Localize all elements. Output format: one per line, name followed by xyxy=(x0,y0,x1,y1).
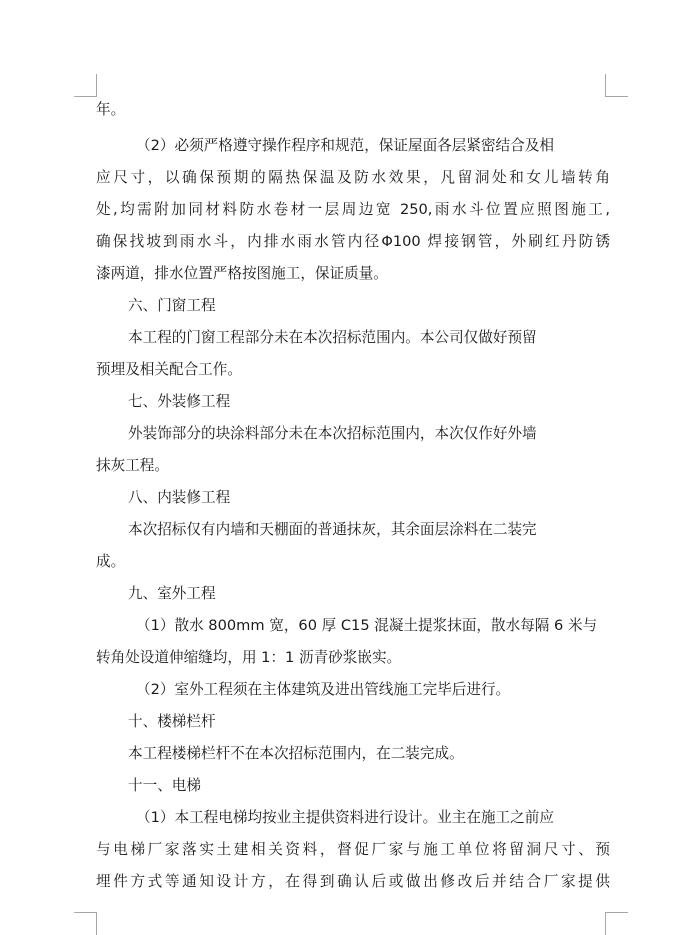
section-heading: 七、外装修工程 xyxy=(128,393,231,410)
page-corner-mark-top-right xyxy=(605,74,628,97)
page-corner-mark-bottom-right xyxy=(605,912,628,935)
section-heading: 六、门窗工程 xyxy=(128,297,216,314)
paragraph-line: （2）必须严格遵守操作程序和规范，保证屋面各层紧密结合及相 xyxy=(136,137,554,154)
paragraph-line: 预埋及相关配合工作。 xyxy=(96,361,242,378)
page-corner-mark-top-left xyxy=(74,74,97,97)
paragraph-line: 埋件方式等通知设计方，在得到确认后或做出修改后并结合厂家提供 xyxy=(96,873,610,890)
paragraph-line: （1）散水 800mm 宽，60 厚 C15 混凝土提浆抹面，散水每隔 6 米与 xyxy=(136,617,598,634)
section-heading: 八、内装修工程 xyxy=(128,489,231,506)
section-heading: 九、室外工程 xyxy=(128,585,216,602)
paragraph-line: 本次招标仅有内墙和天棚面的普通抹灰，其余面层涂料在二装完 xyxy=(128,521,537,538)
paragraph-line: 确保找坡到雨水斗，内排水雨水管内径Φ100 焊接钢管，外刷红丹防锈 xyxy=(96,233,610,250)
paragraph-line: 处,均需附加同材料防水卷材一层周边宽 250,雨水斗位置应照图施工, xyxy=(96,201,610,218)
paragraph-line: 与电梯厂家落实土建相关资料，督促厂家与施工单位将留洞尺寸、预 xyxy=(96,841,610,858)
paragraph-line: 抹灰工程。 xyxy=(96,457,169,474)
paragraph-line: 年。 xyxy=(96,101,126,118)
paragraph-line: 本工程楼梯栏杆不在本次招标范围内，在二装完成。 xyxy=(128,745,464,762)
paragraph-line: 本工程的门窗工程部分未在本次招标范围内。本公司仅做好预留 xyxy=(128,329,537,346)
paragraph-line: 漆两道，排水位置严格按图施工，保证质量。 xyxy=(96,265,388,282)
section-heading: 十、楼梯栏杆 xyxy=(128,713,216,730)
paragraph-line: （2）室外工程须在主体建筑及进出管线施工完毕后进行。 xyxy=(136,681,511,698)
page-corner-mark-bottom-left xyxy=(74,912,97,935)
paragraph-line: 应尺寸，以确保预期的隔热保温及防水效果，凡留洞处和女儿墙转角 xyxy=(96,169,610,186)
paragraph-line: （1）本工程电梯均按业主提供资料进行设计。业主在施工之前应 xyxy=(136,809,554,826)
section-heading: 十一、电梯 xyxy=(128,777,201,794)
paragraph-line: 转角处设道伸缩缝均，用 1：1 沥青砂浆嵌实。 xyxy=(96,649,402,666)
paragraph-line: 成。 xyxy=(96,553,126,570)
paragraph-line: 外装饰部分的块涂料部分未在本次招标范围内，本次仅作好外墙 xyxy=(128,425,537,442)
